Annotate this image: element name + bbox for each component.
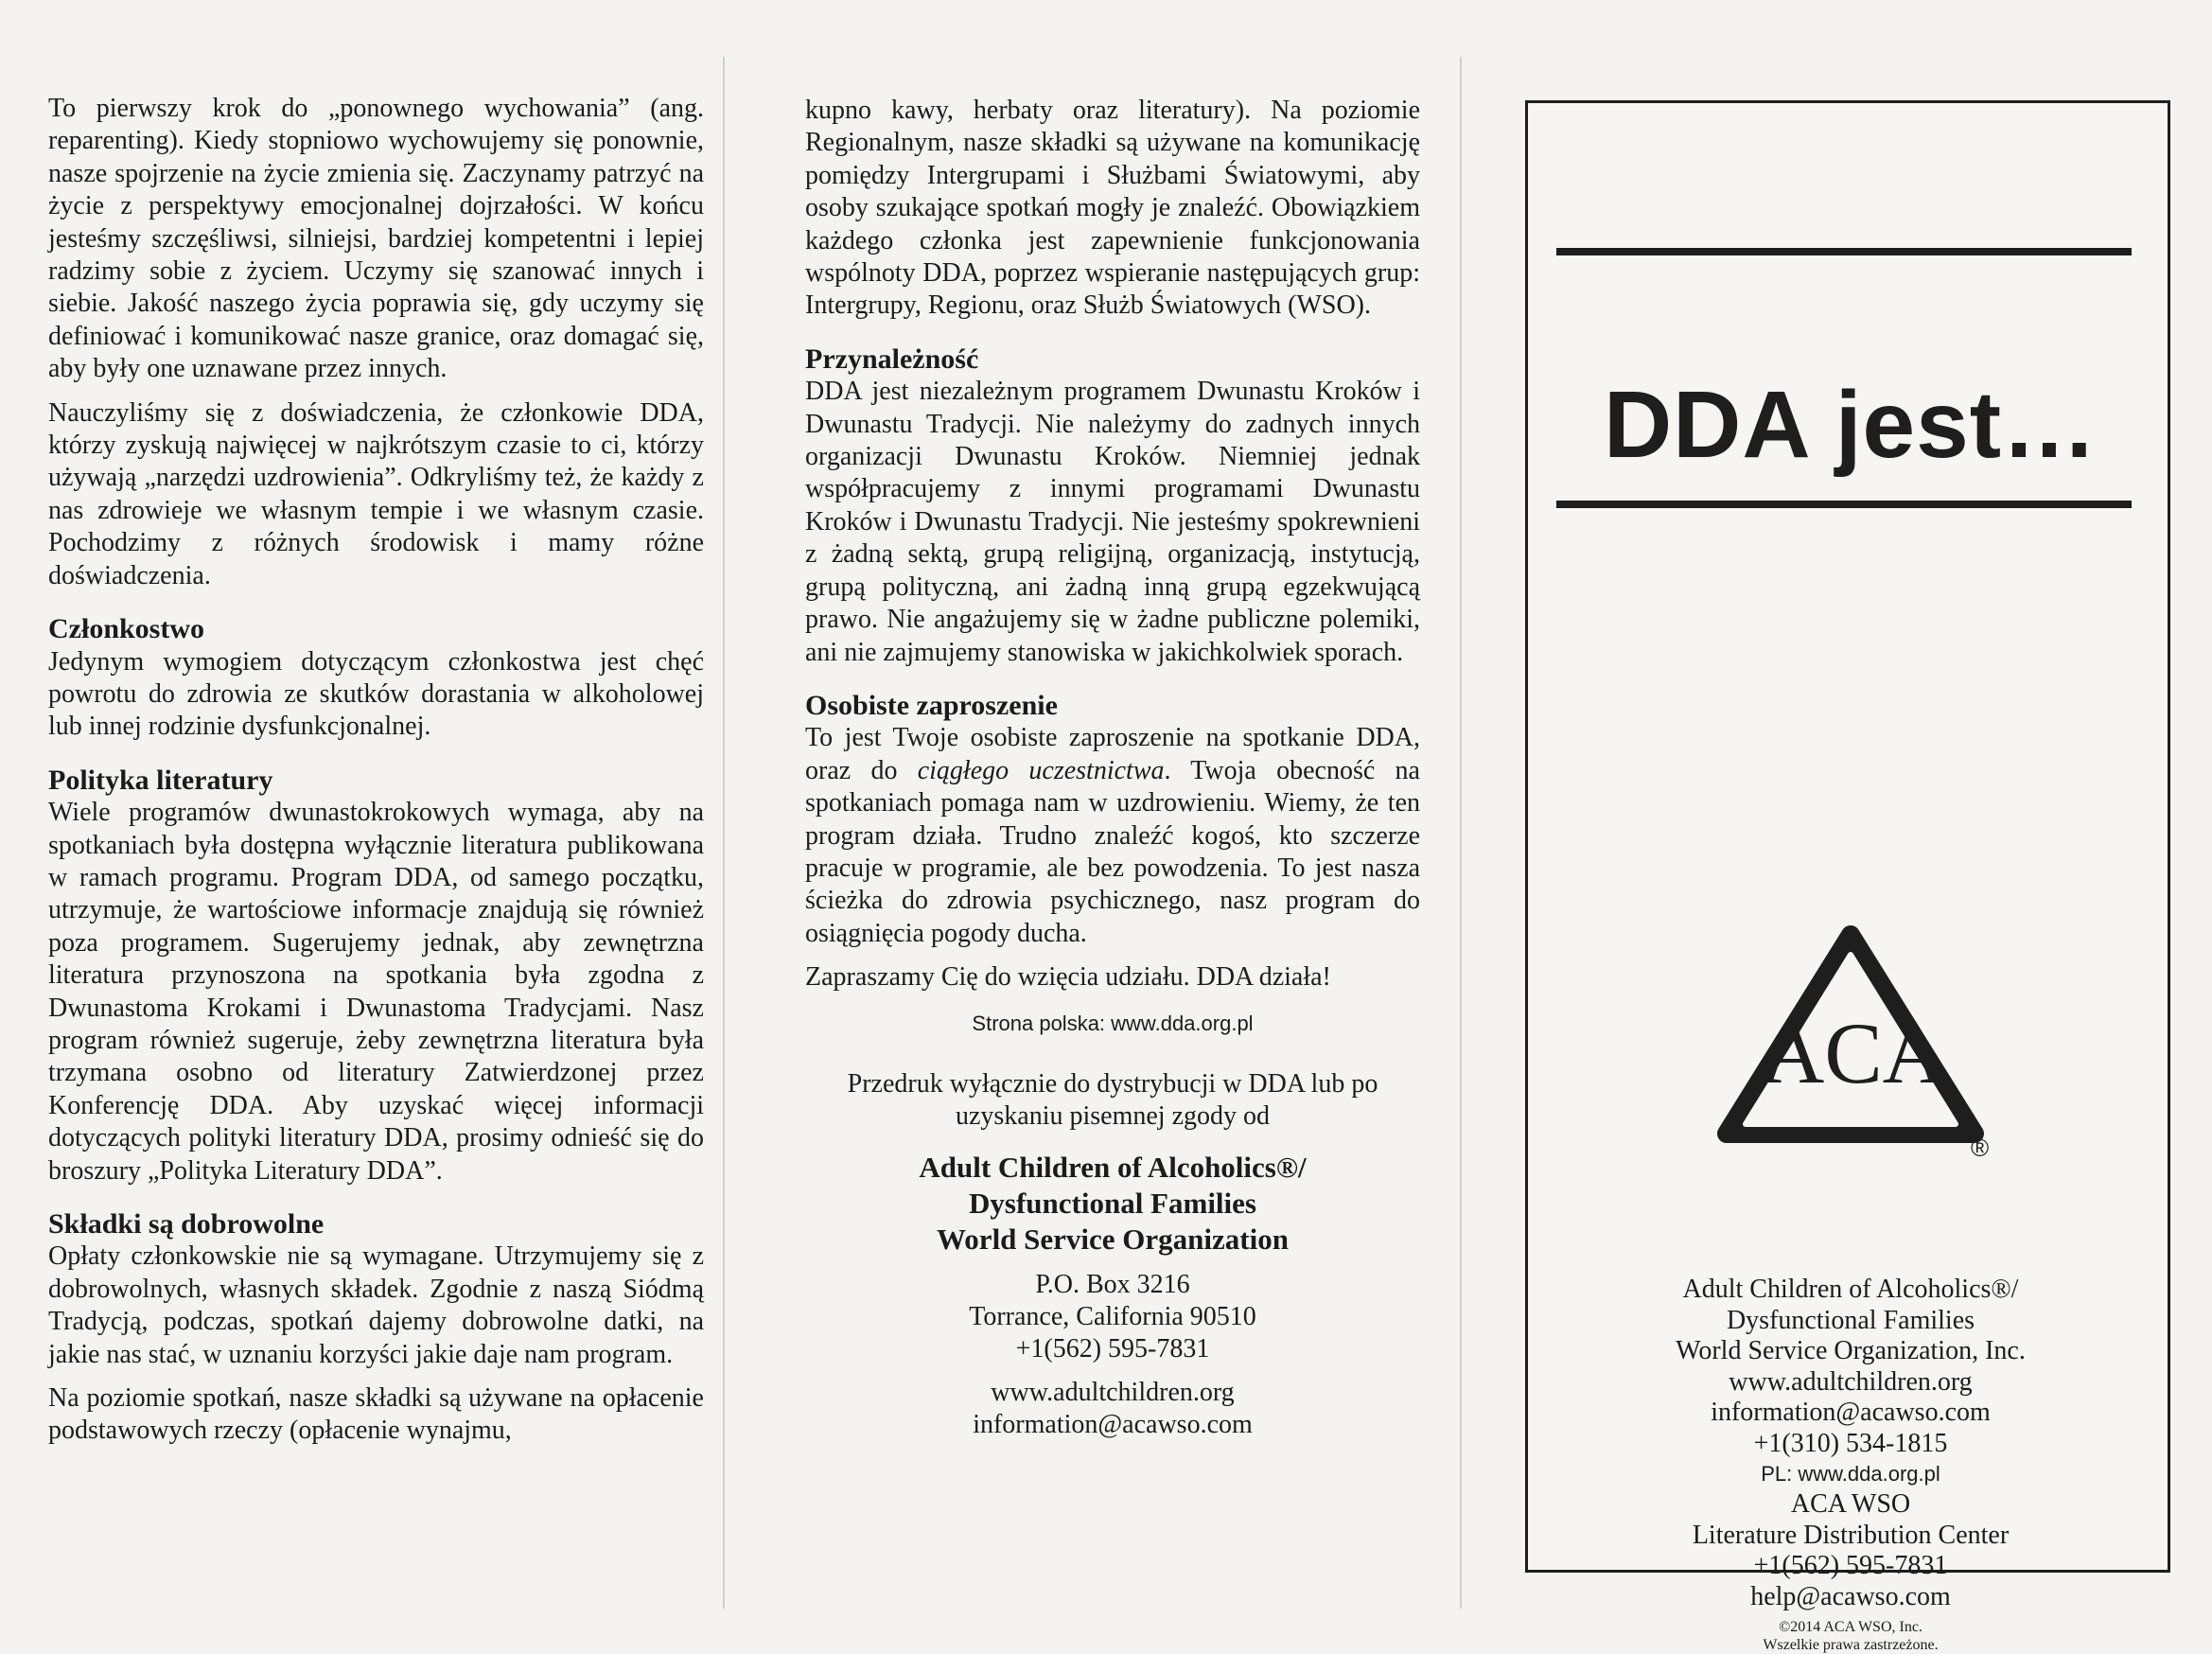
invitation-text-end: . Twoja obecność na spotkaniach pomaga nam w uzdrowieniu. Wiemy, że ten program działa. Trudno znaleźć kogoś, kto szczerze pracuje w programie, ale bez powodzenia. To jest nasza ścieżka do zdrowia psychicznego, nasz program do osiągnięcia pogody ducha. (805, 755, 1420, 948)
dues-text-2: Na poziomie spotkań, nasze składki są używane na opłacenie podstawowych rzeczy (opłacenie wynajmu, (48, 1383, 704, 1446)
cover-ldc-email: help@acawso.com (1750, 1581, 1951, 1611)
cover-frame (1525, 100, 2170, 1653)
org-name-line-2: Dysfunctional Families (969, 1186, 1256, 1220)
cover-polish-site: PL: www.dda.org.pl (1761, 1462, 1940, 1486)
org-website: www.adultchildren.org (991, 1377, 1235, 1407)
literature-policy-text: Wiele programów dwunastokrokowych wymaga, aby na spotkaniach była dostępna wyłącznie literatura publikowana w ramach programu. Program DDA, od samego początku, utrzymuje, że wartościowe informacje znajdują się również poza programem. Sugerujemy jednak, aby zewnętrzna literatura przynoszona na spotkania była zgodna z Dwunastoma Krokami i Dwunastoma Tradycjami. Nasz program również sugeruje, żeby zewnętrzna literatura była trzymana osobno od literatury Zatwierdzonej przez Konferencję DDA. Aby uzyskać więcej informacji dotyczących polityki literatury DDA, prosimy odnieść się do broszury „Polityka Literatury DDA”. (48, 798, 704, 1186)
cover-org-line-3: World Service Organization, Inc. (1676, 1336, 2026, 1365)
registered-mark: ® (1971, 1134, 1990, 1162)
org-name-line-1: Adult Children of Alcoholics®/ (919, 1150, 1307, 1184)
cover-ldc: Literature Distribution Center (1692, 1520, 2010, 1550)
invitation-text-start: To jest Twoje osobiste zaproszenie na spotkanie DDA, oraz do (805, 723, 1420, 785)
cover-copyright: ©2014 ACA WSO, Inc. (1779, 1619, 1922, 1635)
title-rule-top (1556, 248, 2132, 255)
cover-org-line-1: Adult Children of Alcoholics®/ (1682, 1275, 2019, 1304)
cover-phone: +1(310) 534-1815 (1753, 1428, 1948, 1458)
org-contact-block (805, 1377, 1462, 1441)
cover-title: DDA jest… (1603, 372, 2098, 478)
invitation-heading: Osobiste zaproszenie (805, 689, 1058, 721)
title-rule-bottom (1556, 501, 2132, 508)
dues-text: Opłaty członkowskie nie są wymagane. Utrzymujemy się z dobrowolnych, własnych składek. Zgodnie z naszą Siódmą Tradycją, podczas, spotkań dajemy dobrowolne datki, na jakie nas stać, w uznaniu korzyści jakie daje nam program. (48, 1241, 704, 1369)
membership-heading: Członkostwo (48, 613, 205, 645)
aca-logo (1723, 931, 1990, 1262)
logo-text: ACA (1761, 1005, 1946, 1101)
polish-site-line: Strona polska: www.dda.org.pl (972, 1011, 1254, 1035)
literature-policy-heading: Polityka literatury (48, 764, 273, 796)
intro-paragraph-2: Nauczyliśmy się z doświadczenia, że członkowie DDA, którzy zyskują najwięcej w najkrótszym czasie to ci, którzy używają „narzędzi uzdrowienia”. Odkryliśmy też, że każdy z nas zdrowieje we własnym tempie i we własnym czasie. Pochodzimy z różnych środowisk i mamy różne doświadczenia. (48, 397, 704, 590)
cover-rights: Wszelkie prawa zastrzeżone. (1763, 1637, 1939, 1653)
address-line-1: P.O. Box 3216 (1035, 1269, 1190, 1299)
org-address-block (805, 1269, 1462, 1365)
middle-panel (724, 0, 1462, 1609)
org-email: information@acawso.com (973, 1409, 1253, 1439)
dues-continuation: kupno kawy, herbaty oraz literatury). Na poziomie Regionalnym, nasze składki są używane na komunikację pomiędzy Intergrupami i Służbami Światowymi, aby osoby szukające spotkań mogły je znaleźć. Obowiązkiem każdego członka jest zapewnienie funkcjonowania wspólnoty DDA, poprzez wspieranie następujących grup: Intergrupy, Regionu, oraz Służb Światowych (WSO). (805, 96, 1420, 321)
org-phone: +1(562) 595-7831 (1015, 1333, 1210, 1364)
cover-ldc-phone: +1(562) 595-7831 (1753, 1551, 1948, 1580)
dues-heading: Składki są dobrowolne (48, 1208, 325, 1240)
intro-paragraph-1: To pierwszy krok do „ponownego wychowania” (ang. reparenting). Kiedy stopniowo wychowujemy się ponownie, nasze spojrzenie na życie zmienia się. Zaczynamy patrzyć na życie z perspektywy emocjonalnej dojrzałości. W końcu jesteśmy szczęśliwsi, silniejsi, bardziej kompetentni i lepiej radzimy sobie z życiem. Uczymy się szanować innych i siebie. Jakość naszego życia poprawia się, gdy uczymy się definiować i komunikować nasze granice, oraz domagać się, aby były one uznawane przez innych. (48, 94, 704, 384)
membership-text: Jedynym wymogiem dotyczącym członkostwa jest chęć powrotu do zdrowia ze skutków dorastania w alkoholowej lub innej rodzinie dysfunkcjonalnej. (48, 646, 704, 742)
left-panel (0, 0, 724, 1609)
cover-website: www.adultchildren.org (1729, 1366, 1973, 1397)
invitation-text (805, 722, 1420, 950)
cover-email: information@acawso.com (1711, 1398, 1991, 1427)
org-name-block (805, 1150, 1462, 1258)
cover-org-line-2: Dysfunctional Families (1726, 1305, 1975, 1335)
org-name-line-3: World Service Organization (937, 1222, 1289, 1256)
cover-contact-info (1528, 1275, 2173, 1654)
invite-line: Zapraszamy Cię do wzięcia udziału. DDA działa! (805, 962, 1331, 993)
invitation-text-emphasis: ciągłego uczestnictwa (917, 755, 1165, 785)
address-line-2: Torrance, California 90510 (969, 1301, 1256, 1331)
affiliation-text: DDA jest niezależnym programem Dwunastu Kroków i Dwunastu Tradycji. Nie należymy do zadnych innych organizacji Dwunastu Kroków. Niemniej jednak współpracujemy z innymi programami Dwunastu Kroków i Dwunastu Tradycji. Nie jesteśmy spokrewnieni z żadną sektą, grupą religijną, organizacją, instytucją, grupą polityczną, ani żadną inną grupą egzekwującą prawo. Nie angażujemy się w żadne publiczne polemiki, ani nie zajmujemy stanowiska w jakichkolwiek sporach. (805, 377, 1420, 667)
cover-aca-wso: ACA WSO (1790, 1489, 1911, 1519)
affiliation-heading: Przynależność (805, 343, 979, 375)
cover-panel (1462, 0, 2212, 1653)
reprint-notice: Przedruk wyłącznie do dystrybucji w DDA lub po uzyskaniu pisemnej zgody od (847, 1068, 1378, 1131)
